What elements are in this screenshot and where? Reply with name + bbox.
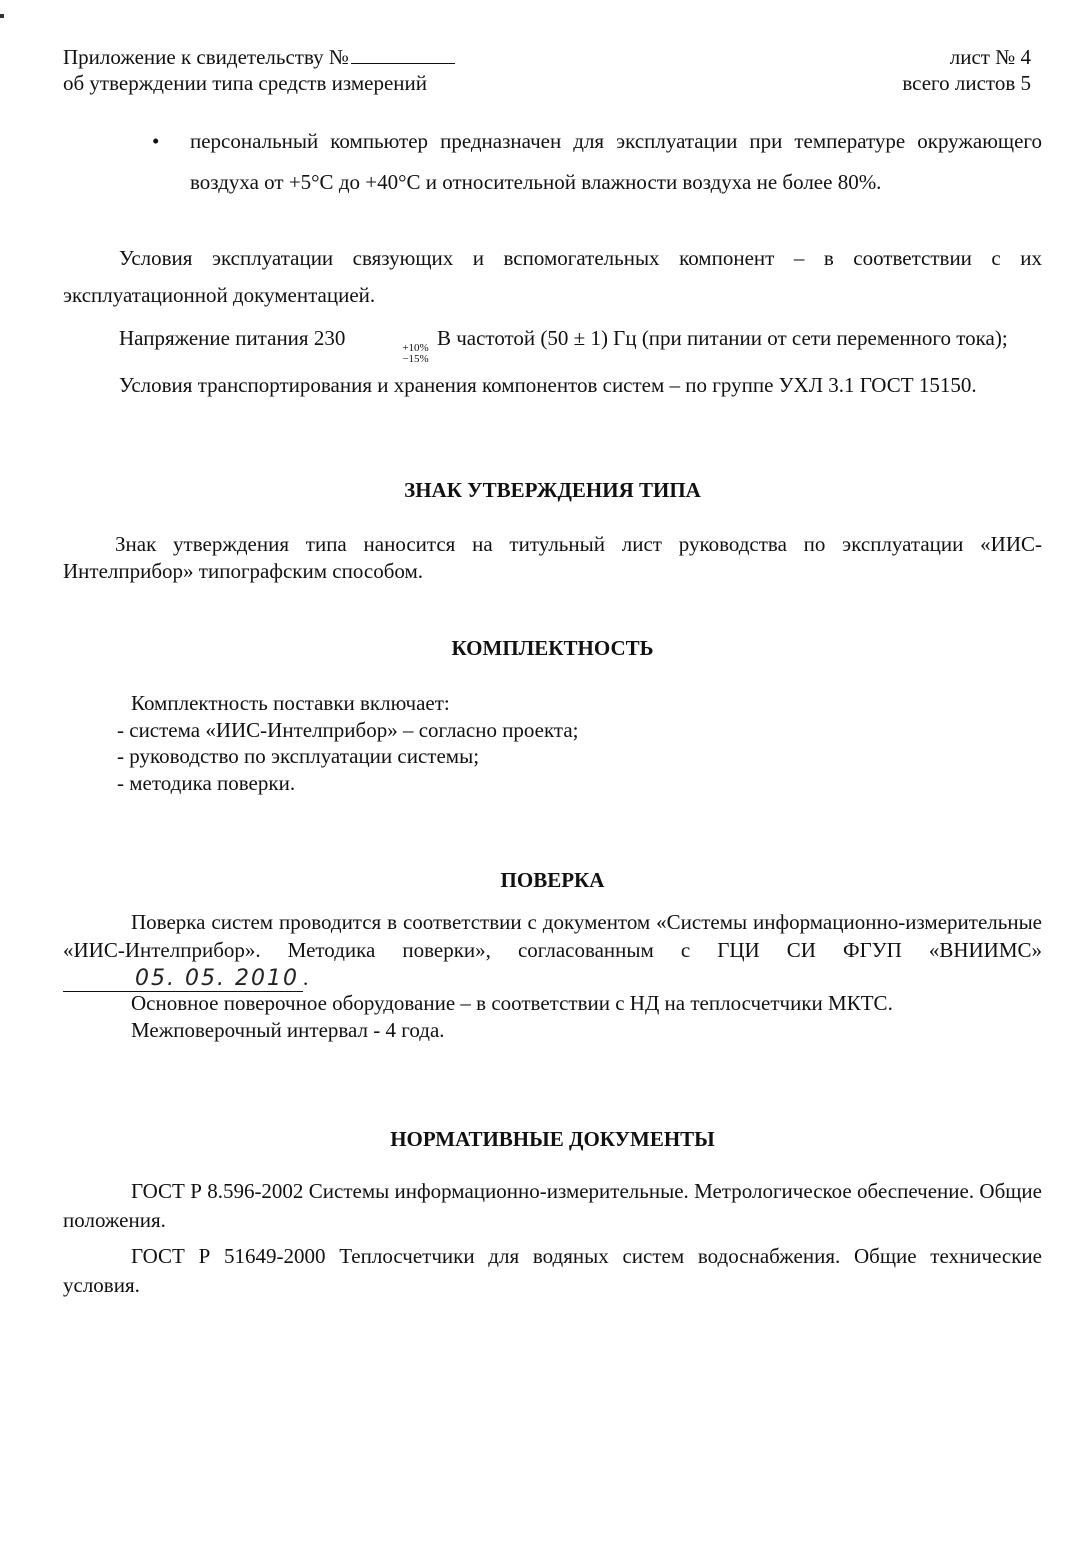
list-item: - методика поверки.	[117, 770, 296, 795]
normative-doc-item: ГОСТ Р 8.596-2002 Системы информационно-измерительные. Метрологическое обеспечение. Общие положения.	[63, 1179, 1042, 1232]
aux-conditions-paragraph: Условия эксплуатации связующих и вспомогательных компонент – в соответствии с их эксплуатационной документацией.	[63, 246, 1042, 307]
verification-paragraph: Поверка систем проводится в соответствии с документом «Системы информационно-измерительные «ИИС-Интелприбор». Методика поверки», согласованным с ГЦИ СИ ФГУП «ВНИИМС» 05. 05. 2010 .	[63, 910, 1042, 991]
pc-conditions-bullet: персональный компьютер предназначен для эксплуатации при температуре окружающего воздуха от +5°С до +40°С и относительной влажности воздуха не более 80%.	[190, 129, 1042, 194]
completeness-list	[117, 690, 579, 796]
power-supply-paragraph: Напряжение питания 230 +10% −15% В частотой (50 ± 1) Гц (при питании от сети переменного тока);	[119, 326, 1008, 365]
header-right	[902, 44, 1031, 96]
section-title-normative: НОРМАТИВНЫЕ ДОКУМЕНТЫ	[390, 1127, 715, 1151]
verification-interval: Межповерочный интервал - 4 года.	[131, 1018, 445, 1042]
voltage-tolerance: +10% −15%	[402, 342, 429, 365]
section-title-verification: ПОВЕРКА	[500, 868, 605, 892]
list-item: - система «ИИС-Интелприбор» – согласно проекта;	[117, 717, 579, 742]
handwritten-date: 05. 05. 2010	[63, 967, 303, 992]
type-mark-paragraph: Знак утверждения типа наносится на титульный лист руководства по эксплуатации «ИИС-Интелприбор» типографским способом.	[63, 532, 1042, 583]
total-sheets: всего листов 5	[902, 71, 1031, 95]
sheet-number: лист № 4	[949, 45, 1031, 69]
section-title-type-mark: ЗНАК УТВЕРЖДЕНИЯ ТИПА	[404, 478, 701, 502]
header-left	[63, 44, 455, 96]
scan-artifact	[0, 14, 4, 18]
certificate-line: Приложение к свидетельству №	[63, 44, 455, 70]
transport-paragraph: Условия транспортирования и хранения компонентов систем – по группе УХЛ 3.1 ГОСТ 15150.	[119, 373, 977, 397]
section-title-completeness: КОМПЛЕКТНОСТЬ	[451, 636, 654, 660]
list-item: - руководство по эксплуатации системы;	[117, 744, 480, 768]
completeness-intro: Комплектность поставки включает:	[131, 691, 450, 715]
certificate-number-blank	[351, 46, 455, 64]
verification-equipment: Основное поверочное оборудование – в соответствии с НД на теплосчетчики МКТС.	[131, 991, 893, 1015]
normative-doc-item: ГОСТ Р 51649-2000 Теплосчетчики для водяных систем водоснабжения. Общие технические условия.	[63, 1244, 1042, 1297]
bullet-icon: •	[152, 129, 160, 153]
approval-line: об утверждении типа средств измерений	[63, 71, 428, 95]
